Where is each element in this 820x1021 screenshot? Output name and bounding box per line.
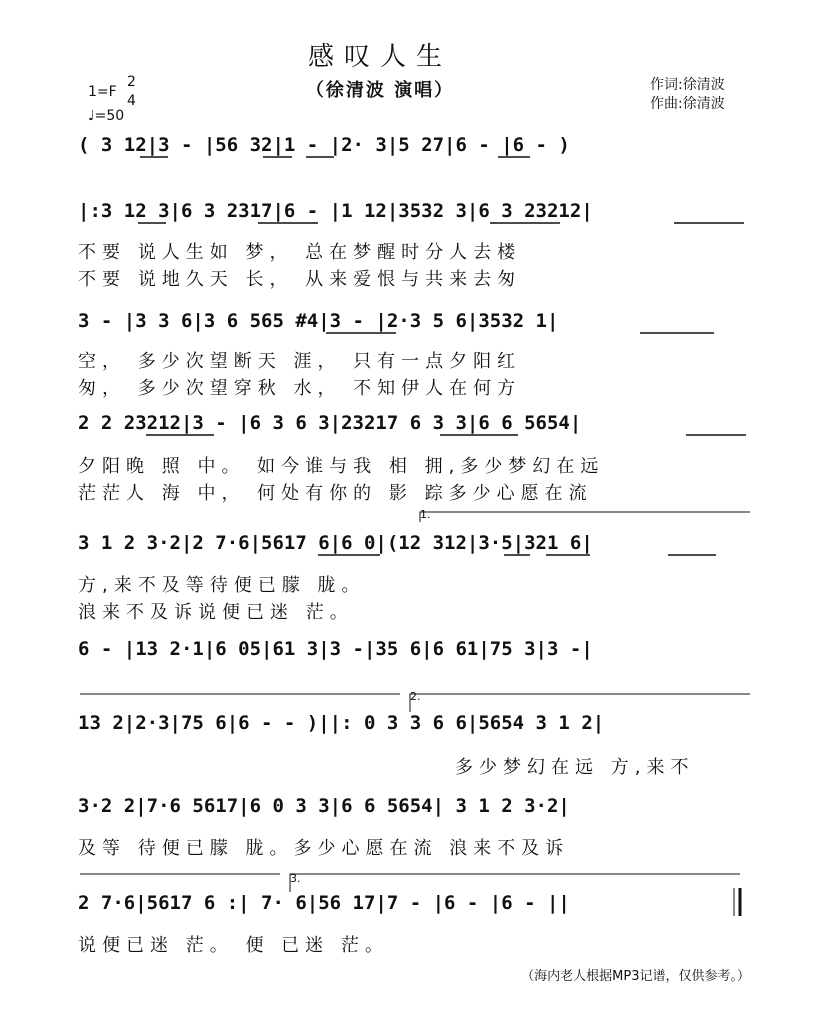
notation-line: |:3 12 3|6 3 2317|6 - |1 12|3532 3|6 3 23212| [78,200,593,222]
notation-line: 13 2|2·3|75 6|6 - - )||: 0 3 3 6 6|5654 3 1 2| [78,712,605,734]
lyric-line-verse-2: 茫茫人 海 中， 何处有你的 影 踪多少心愿在流 [78,483,593,504]
notation-line: 3·2 2|7·6 5617|6 0 3 3|6 6 5654| 3 1 2 3·2| [78,795,570,817]
notation-line: 3 - |3 3 6|3 6 565 #4|3 - |2·3 5 6|3532 1| [78,310,559,332]
composer-credit: 作曲:徐清波 [650,96,725,112]
key-signature: 1=F [88,84,117,100]
song-subtitle: （徐清波 演唱） [305,80,455,101]
lyric-line: 及等 待便已朦 胧。多少心愿在流 浪来不及诉 [78,838,570,859]
lyric-line-verse-1: 方,来不及等待便已朦 胧。 [78,575,366,596]
notation-line: ( 3 12|3 - |56 32|1 - |2· 3|5 27|6 - |6 - ) [78,134,570,156]
lyric-line: 多少梦幻在远 方,来不 [455,757,695,778]
song-title: 感叹人生 [307,42,452,72]
notation-line: 6 - |13 2·1|6 05|61 3|3 -|35 6|6 61|75 3|3 -| [78,638,593,660]
volta-1-label: 1. [420,508,431,521]
time-signature-bottom: 4 [127,93,136,109]
lyric-line-verse-1: 空， 多少次望断天 涯， 只有一点夕阳红 [78,351,522,372]
notation-line: 2 7·6|5617 6 :| 7· 6|56 17|7 - |6 - |6 - || [78,892,570,914]
notation-line: 2 2 23212|3 - |6 3 6 3|23217 6 3 3|6 6 5654| [78,412,582,434]
lyric-line-verse-2: 不要 说地久天 长， 从来爱恨与共来去匆 [78,269,522,290]
lyric-line-verse-2: 浪来不及诉说便已迷 茫。 [78,602,354,623]
lyricist-credit: 作词:徐清波 [650,77,725,93]
time-signature-top: 2 [127,74,136,90]
volta-3-label: 3. [290,872,301,885]
notation-line: 3 1 2 3·2|2 7·6|5617 6|6 0|(12 312|3·5|321 6| [78,532,593,554]
lyric-line-verse-1: 夕阳晚 照 中。 如今谁与我 相 拥,多少梦幻在远 [78,456,605,477]
volta-2-label: 2. [410,690,421,703]
transcription-note: （海内老人根据MP3记谱，仅供参考。） [521,969,750,984]
lyric-line-verse-1: 不要 说人生如 梦， 总在梦醒时分人去楼 [78,242,522,263]
lyric-line: 说便已迷 茫。 便 已迷 茫。 [78,935,389,956]
tempo-marking: ♩=50 [88,108,125,124]
lyric-line-verse-2: 匆， 多少次望穿秋 水， 不知伊人在何方 [78,378,522,399]
